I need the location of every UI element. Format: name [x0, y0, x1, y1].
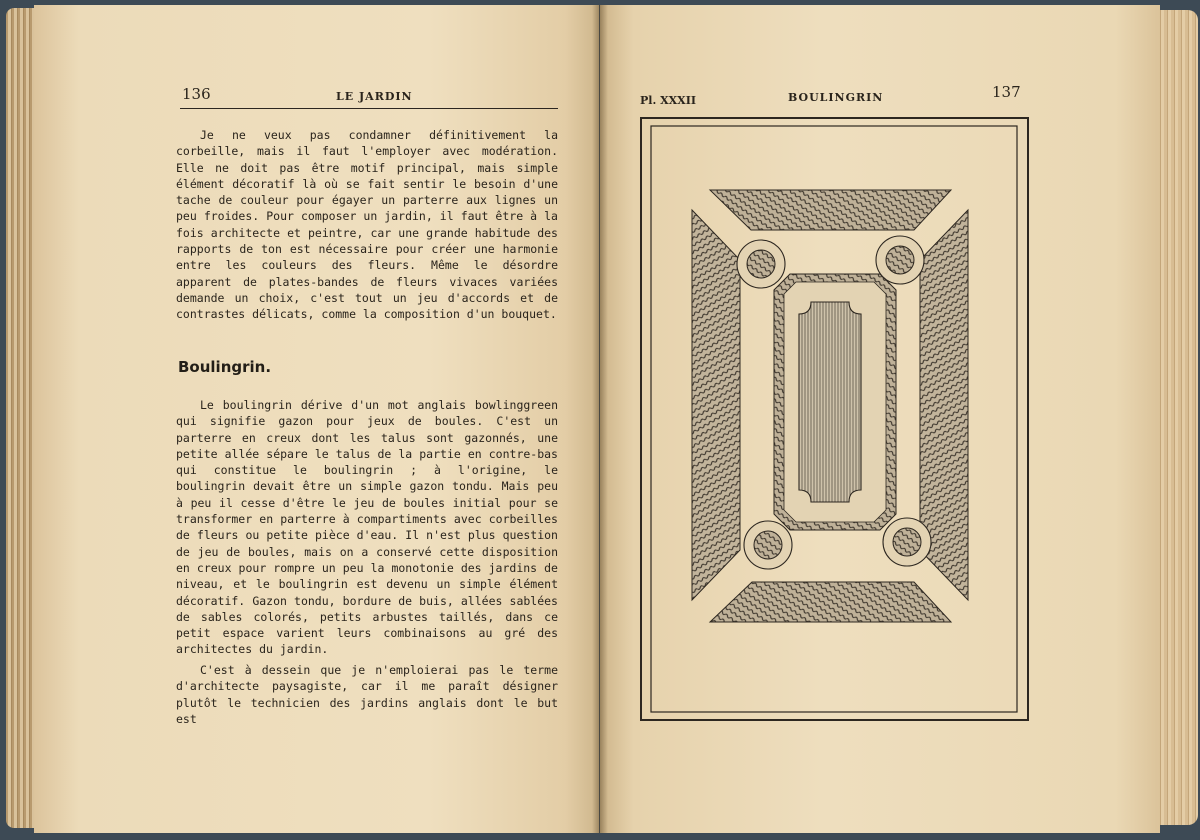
corner-roundel-top-left — [737, 240, 785, 288]
body-paragraph — [176, 127, 558, 323]
left-page-number: 136 — [182, 85, 211, 103]
paragraph-text: Je ne veux pas condamner définitivement la corbeille, mais il faut l'employer avec modération. Elle ne doit pas être motif principal, mais simple élément décoratif là où se fait sentir le besoin d'une tache de couleur pour égayer un parterre aux lignes un peu froides. Pour composer un jardin, il faut être à la fois architecte et peintre, car une grande habitude des rapports de ton est nécessaire pour créer une harmonie entre les couleurs des fleurs. Même le désordre apparent de plates-bandes de fleurs vivaces variées demande un choix, c'est tout un jeu d'accords et de contrastes délicats, comme la composition d'un bouquet. — [176, 128, 558, 322]
right-page-number: 137 — [992, 83, 1021, 101]
top-lawn-panel — [710, 190, 951, 230]
book-gutter — [592, 5, 608, 833]
boulingrin-plan-illustration — [630, 112, 1040, 727]
left-lawn-panel — [692, 210, 740, 600]
header-rule — [180, 108, 558, 109]
section-heading: Boulingrin. — [178, 358, 272, 376]
plate-label: Pl. XXXII — [640, 94, 697, 107]
paragraph-text: C'est à dessein que je n'emploierai pas le terme d'architecte paysagiste, car il me paraît désigner plutôt le technicien des jardins anglais dont le but est — [176, 663, 558, 726]
body-paragraph — [176, 397, 558, 658]
corner-roundel-top-right — [876, 236, 924, 284]
left-running-title: LE JARDIN — [336, 90, 413, 103]
corner-roundel-bottom-left — [744, 521, 792, 569]
right-running-title: BOULINGRIN — [788, 91, 884, 104]
bottom-lawn-panel — [710, 582, 951, 622]
central-panel — [799, 302, 861, 502]
body-paragraph — [176, 662, 558, 727]
corner-roundel-bottom-right — [883, 518, 931, 566]
paragraph-text: Le boulingrin dérive d'un mot anglais bowlinggreen qui signifie gazon pour jeux de boules. C'est un parterre en creux dont les talus sont gazonnés, une petite allée sépare le talus de la partie en contre-bas qui constitue le boulingrin ; à l'origine, le boulingrin devait être un simple gazon tondu. Mais peu à peu il cesse d'être le jeu de boules initial pour se transformer en parterre à compartiments avec corbeilles de fleurs ou petite pièce d'eau. Il n'est plus question de jeu de boules, mais on a conservé cette disposition en creux pour rompre un peu la monotonie des jardins de niveau, et le boulingrin est devenu un simple élément décoratif. Gazon tondu, bordure de buis, allées sablées de sables colorés, petits arbustes taillés, dans ce petit espace varient leurs combinaisons au gré des architectes du jardin. — [176, 398, 558, 657]
